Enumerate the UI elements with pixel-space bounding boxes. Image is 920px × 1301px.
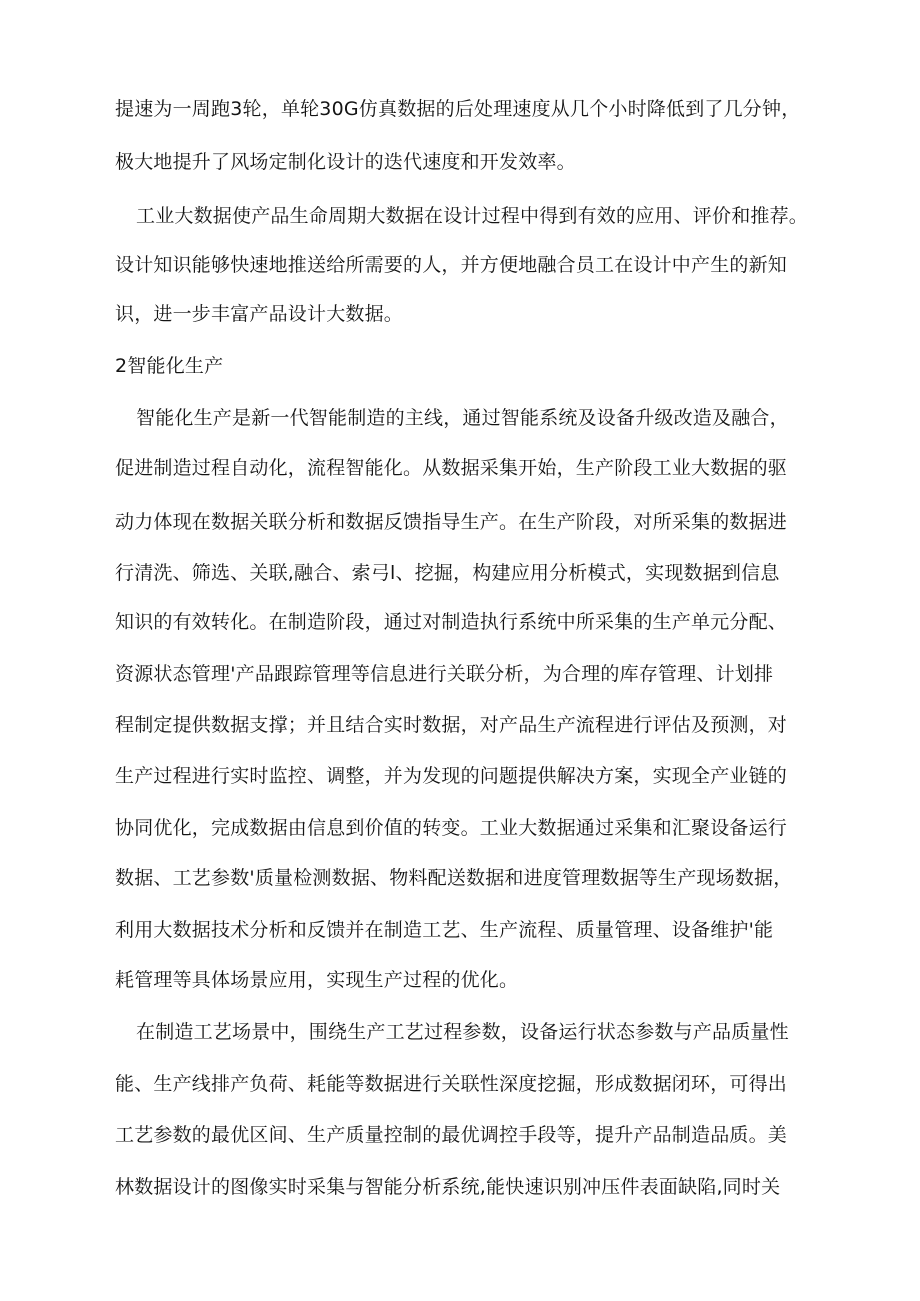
text-line: 动力体现在数据关联分析和数据反馈指导生产。在生产阶段，对所采集的数据进: [115, 511, 788, 533]
text-line: 生产过程进行实时监控、调整，并为发现的问题提供解决方案，实现全产业链的: [115, 765, 788, 787]
text-line: 设计知识能够快速地推送给所需要的人，并方便地融合员工在设计中产生的新知: [115, 254, 788, 276]
text-line: 提速为一周跑3轮，单轮30G仿真数据的后处理速度从几个小时降低到了几分钟，: [115, 98, 801, 120]
section-heading: 2智能化生产: [115, 355, 224, 377]
text-line: 极大地提升了风场定制化设计的迭代速度和开发效率。: [115, 151, 576, 173]
text-line: 资源状态管理'产品跟踪管理等信息进行关联分析，为合理的库存管理、计划排: [115, 663, 774, 685]
paragraph-first-line: 工业大数据使产品生命周期大数据在设计过程中得到有效的应用、评价和推荐。: [136, 205, 809, 227]
paragraph-first-line: 智能化生产是新一代智能制造的主线，通过智能系统及设备升级改造及融合，: [136, 407, 789, 429]
text-line: 耗管理等具体场景应用，实现生产过程的优化。: [115, 969, 519, 991]
text-line: 行清洗、筛选、关联,融合、索弓l、挖掘，构建应用分析模式，实现数据到信息: [115, 562, 780, 584]
paragraph-first-line: 在制造工艺场景中，围绕生产工艺过程参数，设备运行状态参数与产品质量性: [136, 1021, 789, 1043]
text-line: 促进制造过程自动化，流程智能化。从数据采集开始，生产阶段工业大数据的驱: [115, 457, 788, 479]
text-line: 利用大数据技术分析和反馈并在制造工艺、生产流程、质量管理、设备维护'能: [115, 919, 774, 941]
text-line: 数据、工艺参数'质量检测数据、物料配送数据和进度管理数据等生产现场数据，: [115, 867, 793, 889]
text-line: 能、生产线排产负荷、耗能等数据进行关联性深度挖掘，形成数据闭环，可得出: [115, 1073, 788, 1095]
text-line: 知识的有效转化。在制造阶段，通过对制造执行系统中所采集的生产单元分配、: [115, 611, 788, 633]
text-line: 林数据设计的图像实时采集与智能分析系统,能快速识别冲压件表面缺陷,同时关: [115, 1176, 781, 1198]
text-line: 识，进一步丰富产品设计大数据。: [115, 303, 404, 325]
text-line: 程制定提供数据支撑；并且结合实时数据，对产品生产流程进行评估及预测，对: [115, 714, 788, 736]
text-line: 工艺参数的最优区间、生产质量控制的最优调控手段等，提升产品制造品质。美: [115, 1124, 788, 1146]
text-line: 协同优化，完成数据由信息到价值的转变。工业大数据通过采集和汇聚设备运行: [115, 817, 788, 839]
